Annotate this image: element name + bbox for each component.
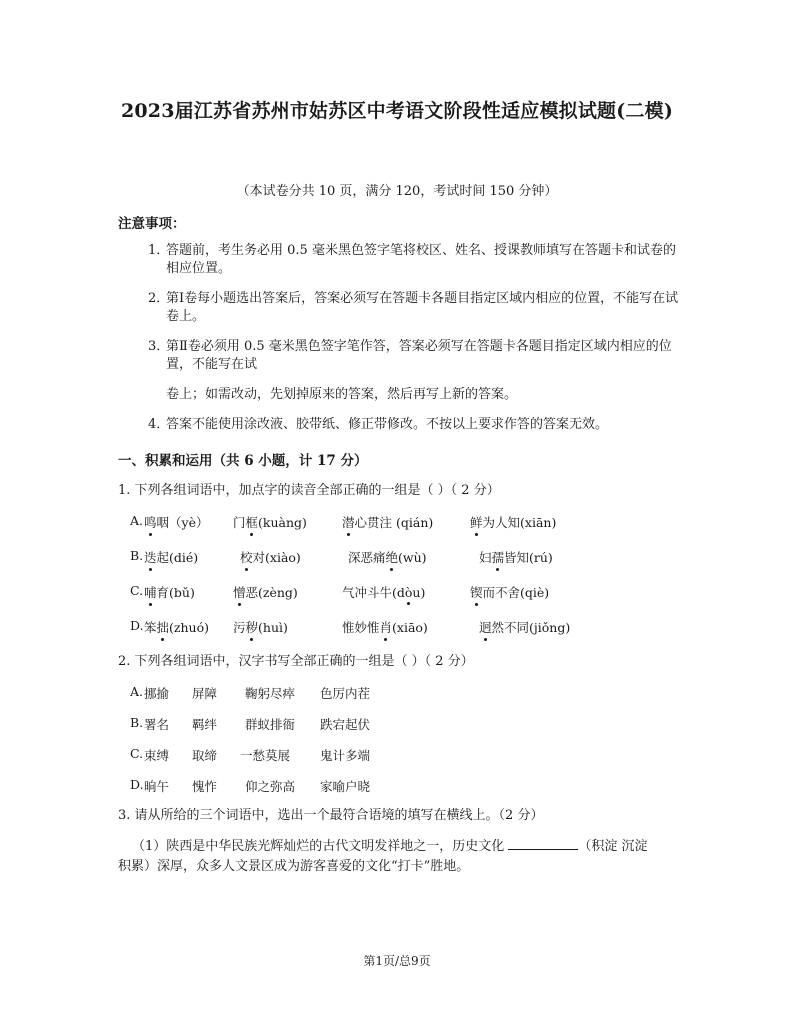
option-word: 羁绊: [192, 717, 218, 732]
option-word: 哺育(bǔ): [144, 585, 195, 600]
option-word: 潜心贯注 (qián): [342, 515, 434, 530]
q3-text-after-blank: （积淀 沉淀: [578, 839, 648, 854]
option-word: 憎恶(zèng): [233, 585, 298, 600]
question-3-stem: 3. 请从所给的三个词语中，选出一个最符合语境的填写在横线上。（2 分）: [118, 808, 544, 823]
option-label: D.: [130, 777, 144, 792]
option-word: 迥然不同(jiǒng): [479, 620, 571, 635]
option-word: 气冲斗牛(dòu): [342, 585, 426, 600]
option-word: 锲而不舍(qiè): [470, 585, 550, 600]
option-word: 门框(kuàng): [233, 515, 307, 530]
option-word: 色厉内茬: [320, 686, 371, 701]
option-label: D.: [130, 618, 144, 633]
option-word: 校对(xiào): [240, 550, 301, 565]
option-word: 污秽(huì): [233, 620, 288, 635]
option-word: 家喻户晓: [320, 779, 371, 794]
option-word: 妇孺皆知(rú): [479, 550, 553, 565]
exam-info: （本试卷分共 10 页，满分 120，考试时间 150 分钟）: [236, 184, 558, 199]
option-word: 挪揄: [144, 686, 170, 701]
option-word: 仰之弥高: [245, 779, 296, 794]
option-word: 愧怍: [192, 779, 218, 794]
option-label: B.: [130, 715, 144, 730]
option-word: 惟妙惟肖(xiāo): [342, 620, 428, 635]
note-number: 2．: [148, 291, 170, 306]
option-label: A.: [130, 513, 144, 528]
q3-paragraph-1: [132, 837, 688, 857]
q3-paragraph-1-line2: 积累）深厚，众多人文景区成为游客喜爱的文化“打卡”胜地。: [118, 859, 470, 874]
note-text: 卷上；如需改动，先划掉原来的答案，然后再写上新的答案。: [166, 387, 518, 402]
option-word: 鸣咽（yè）: [144, 515, 209, 530]
option-word: 取缔: [192, 748, 218, 763]
option-word: 深恶痛绝(wù): [348, 550, 427, 565]
page-number: 第1页/总9页: [363, 954, 431, 968]
option-word: 屏障: [192, 686, 218, 701]
note-text: 答题前，考生务必用 0.5 毫米黑色签字笔将校区、姓名、授课教师填写在答题卡和试卷的相应位置。: [166, 243, 676, 276]
option-label: A.: [130, 684, 144, 699]
option-label: C.: [130, 583, 144, 598]
option-word: 一愁莫展: [240, 748, 291, 763]
note-text: 答案不能使用涂改液、胶带纸、修正带修改。不按以上要求作答的答案无效。: [166, 417, 609, 432]
note-item: [148, 290, 688, 326]
option-word: 笨拙(zhuó): [144, 620, 209, 635]
note-number: 3．: [148, 339, 170, 354]
note-number: 4．: [148, 417, 170, 432]
option-word: 鞠躬尽瘁: [245, 686, 296, 701]
option-label: C.: [130, 746, 144, 761]
note-item: [148, 416, 688, 434]
note-text: 第Ⅰ卷每小题选出答案后，答案必须写在答题卡各题目指定区域内相应的位置，不能写在试卷上。: [166, 291, 679, 324]
section-heading: 一、积累和运用（共 6 小题，计 17 分）: [118, 453, 368, 469]
note-text: 第Ⅱ卷必须用 0.5 毫米黑色签字笔作答，答案必须写在答题卡各题目指定区域内相应的位置，不能写在试: [166, 339, 672, 372]
note-item: [148, 338, 688, 374]
option-label: B.: [130, 548, 144, 563]
option-word: 晌午: [144, 779, 170, 794]
option-word: 束缚: [144, 748, 170, 763]
option-word: 鲜为人知(xiān): [470, 515, 557, 530]
question-2-stem: 2. 下列各组词语中，汉字书写全部正确的一组是（ ）（ 2 分）: [118, 654, 474, 669]
note-item: [148, 242, 688, 278]
option-word: 迭起(dié): [144, 550, 199, 565]
option-word: 鬼计多端: [320, 748, 371, 763]
page-title: 2023届江苏省苏州市姑苏区中考语文阶段性适应模拟试题(二模): [120, 100, 674, 122]
option-word: 群蚁排衙: [245, 717, 296, 732]
q3-text-before-blank: （1）陕西是中华民族光辉灿烂的古代文明发祥地之一，历史文化: [132, 839, 509, 854]
answer-blank[interactable]: [508, 837, 578, 850]
notes-heading: 注意事项：: [118, 216, 186, 232]
option-word: 跌宕起伏: [320, 717, 371, 732]
option-word: 署名: [144, 717, 170, 732]
note-item: [148, 386, 688, 404]
note-number: 1．: [148, 243, 170, 258]
question-1-stem: 1. 下列各组词语中，加点字的读音全部正确的一组是（ ）（ 2 分）: [118, 483, 500, 498]
